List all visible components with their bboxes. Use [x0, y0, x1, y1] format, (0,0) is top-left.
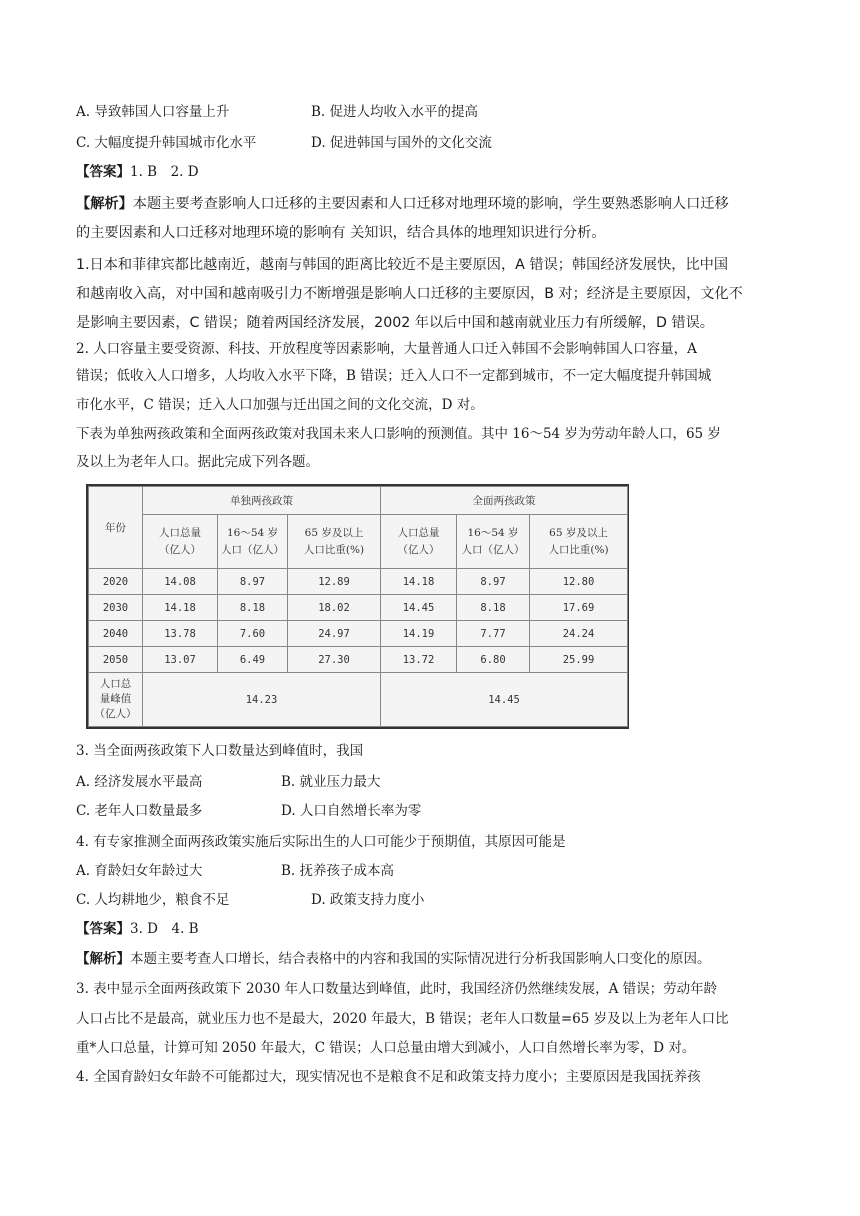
- table-cell: 18.02: [288, 595, 381, 621]
- table-cell: 6.49: [218, 647, 288, 673]
- q4-options-row-1: [76, 862, 788, 880]
- analysis-1-line-0: [76, 195, 788, 213]
- sub-header: 人口总量 （亿人）: [381, 515, 457, 569]
- answer-text: 1. B 2. D: [130, 164, 199, 180]
- analysis-tag: 【解析】: [76, 951, 130, 967]
- table-cell: 6.80: [457, 647, 530, 673]
- analysis-1-line-2: 1.日本和菲律宾都比越南近，越南与韩国的距离比较近不是主要原因，A 错误；韩国经济发展快，比中国: [76, 257, 729, 273]
- analysis-1-line-3: 和越南收入高，对中国和越南吸引力不断增强是影响人口迁移的主要原因，B 对；经济是主要原因，文化不: [76, 286, 743, 302]
- sub-header: 65 岁及以上 人口比重(%): [530, 515, 628, 569]
- analysis-1-line-1: 的主要因素和人口迁移对地理环境的影响有 关知识，结合具体的地理知识进行分析。: [76, 225, 606, 241]
- table-row: [89, 569, 628, 595]
- option-d: D. 促进韩国与国外的文化交流: [311, 135, 492, 151]
- option-a: A. 育龄妇女年龄过大: [76, 863, 203, 879]
- q4-options-row-2: [76, 891, 788, 909]
- sub-header: 16～54 岁 人口（亿人）: [218, 515, 288, 569]
- answer-tag: 【答案】: [76, 921, 130, 937]
- analysis-text: 本题主要考查人口增长，结合表格中的内容和我国的实际情况进行分析我国影响人口变化的原因。: [130, 951, 711, 967]
- sub-header: 16～54 岁 人口（亿人）: [457, 515, 530, 569]
- option-a: A. 经济发展水平最高: [76, 774, 203, 790]
- intro-line-1: 及以上为老年人口。据此完成下列各题。: [76, 454, 319, 470]
- table-cell: 14.45: [381, 595, 457, 621]
- table-cell: 7.77: [457, 621, 530, 647]
- table-cell: 14.18: [381, 569, 457, 595]
- analysis-1-line-6: 错误；低收入人口增多，人均收入水平下降，B 错误；迁入人口不一定都到城市，不一定大幅度提升韩国城: [76, 368, 712, 384]
- table-cell: 8.97: [457, 569, 530, 595]
- q2-options-row-2: [76, 134, 788, 152]
- peak-label: 人口总 量峰值 （亿人）: [89, 673, 143, 727]
- option-d: D. 政策支持力度小: [311, 892, 425, 908]
- table-cell: 8.18: [218, 595, 288, 621]
- group-header-full: 全面两孩政策: [381, 487, 628, 515]
- option-b: B. 抚养孩子成本高: [281, 863, 395, 879]
- table-cell: 13.07: [143, 647, 218, 673]
- table-cell: 8.18: [457, 595, 530, 621]
- table-cell: 17.69: [530, 595, 628, 621]
- population-table: [86, 484, 629, 729]
- year-header: 年份: [89, 487, 143, 569]
- table-peak-row: [89, 673, 628, 727]
- intro-line-0: 下表为单独两孩政策和全面两孩政策对我国未来人口影响的预测值。其中 16～54 岁为劳动年龄人口，65 岁: [76, 426, 721, 442]
- table-row: [89, 621, 628, 647]
- option-c: C. 大幅度提升韩国城市化水平: [76, 135, 257, 151]
- table-cell: 14.08: [143, 569, 218, 595]
- answer-line-1: [76, 163, 788, 181]
- analysis-2-line-2: 人口占比不是最高，就业压力也不是最大，2020 年最大，B 错误；老年人口数量=65 岁及以上为老年人口比: [76, 1011, 729, 1027]
- q3-options-row-2: [76, 802, 788, 820]
- analysis-2-line-1: 3. 表中显示全面两孩政策下 2030 年人口数量达到峰值，此时，我国经济仍然继续发展，A 错误；劳动年龄: [76, 981, 718, 997]
- analysis-tag: 【解析】: [76, 196, 133, 212]
- analysis-2-line-0: [76, 950, 788, 968]
- table-cell: 27.30: [288, 647, 381, 673]
- table-cell: 14.19: [381, 621, 457, 647]
- q3-stem: 3. 当全面两孩政策下人口数量达到峰值时，我国: [76, 743, 364, 759]
- table-cell: 8.97: [218, 569, 288, 595]
- analysis-2-line-3: 重*人口总量，计算可知 2050 年最大，C 错误；人口总量由增大到减小，人口自然增长率为零，D 对。: [76, 1040, 696, 1056]
- table-cell: 7.60: [218, 621, 288, 647]
- table-header-row-1: [89, 487, 628, 515]
- q3-options-row-1: [76, 773, 788, 791]
- analysis-1-line-4: 是影响主要因素，C 错误；随着两国经济发展，2002 年以后中国和越南就业压力有所缓解，D 错误。: [76, 315, 714, 331]
- analysis-2-line-4: 4. 全国育龄妇女年龄不可能都过大，现实情况也不是粮食不足和政策支持力度小；主要原因是我国抚养孩: [76, 1069, 701, 1085]
- peak-value-full: 14.45: [381, 673, 628, 727]
- option-c: C. 人均耕地少，粮食不足: [76, 892, 230, 908]
- option-c: C. 老年人口数量最多: [76, 803, 203, 819]
- answer-line-2: [76, 920, 788, 938]
- table-cell: 13.72: [381, 647, 457, 673]
- analysis-1-line-7: 市化水平，C 错误；迁入人口加强与迁出国之间的文化交流，D 对。: [76, 397, 484, 413]
- sub-header: 65 岁及以上 人口比重(%): [288, 515, 381, 569]
- sub-header: 人口总量 （亿人）: [143, 515, 218, 569]
- table-cell: 2020: [89, 569, 143, 595]
- table-header-row-2: [89, 515, 628, 569]
- analysis-1-line-5: 2. 人口容量主要受资源、科技、开放程度等因素影响，大量普通人口迁入韩国不会影响韩国人口容量，A: [76, 341, 697, 357]
- table-cell: 12.89: [288, 569, 381, 595]
- population-table-grid: [88, 486, 628, 727]
- table-cell: 12.80: [530, 569, 628, 595]
- option-b: B. 就业压力最大: [281, 774, 381, 790]
- answer-text: 3. D 4. B: [130, 921, 199, 937]
- table-row: [89, 647, 628, 673]
- option-b: B. 促进人均收入水平的提高: [311, 104, 479, 120]
- table-cell: 24.24: [530, 621, 628, 647]
- table-cell: 2040: [89, 621, 143, 647]
- table-cell: 14.18: [143, 595, 218, 621]
- group-header-single: 单独两孩政策: [143, 487, 381, 515]
- option-d: D. 人口自然增长率为零: [281, 803, 422, 819]
- peak-value-single: 14.23: [143, 673, 381, 727]
- table-row: [89, 595, 628, 621]
- analysis-text: 本题主要考查影响人口迁移的主要因素和人口迁移对地理环境的影响，学生要熟悉影响人口迁移: [132, 196, 729, 212]
- q4-stem: 4. 有专家推测全面两孩政策实施后实际出生的人口可能少于预期值，其原因可能是: [76, 834, 566, 850]
- q2-options-row-1: [76, 103, 788, 121]
- table-cell: 2050: [89, 647, 143, 673]
- table-cell: 25.99: [530, 647, 628, 673]
- answer-tag: 【答案】: [76, 164, 130, 180]
- option-a: A. 导致韩国人口容量上升: [76, 104, 230, 120]
- table-cell: 24.97: [288, 621, 381, 647]
- table-cell: 13.78: [143, 621, 218, 647]
- table-cell: 2030: [89, 595, 143, 621]
